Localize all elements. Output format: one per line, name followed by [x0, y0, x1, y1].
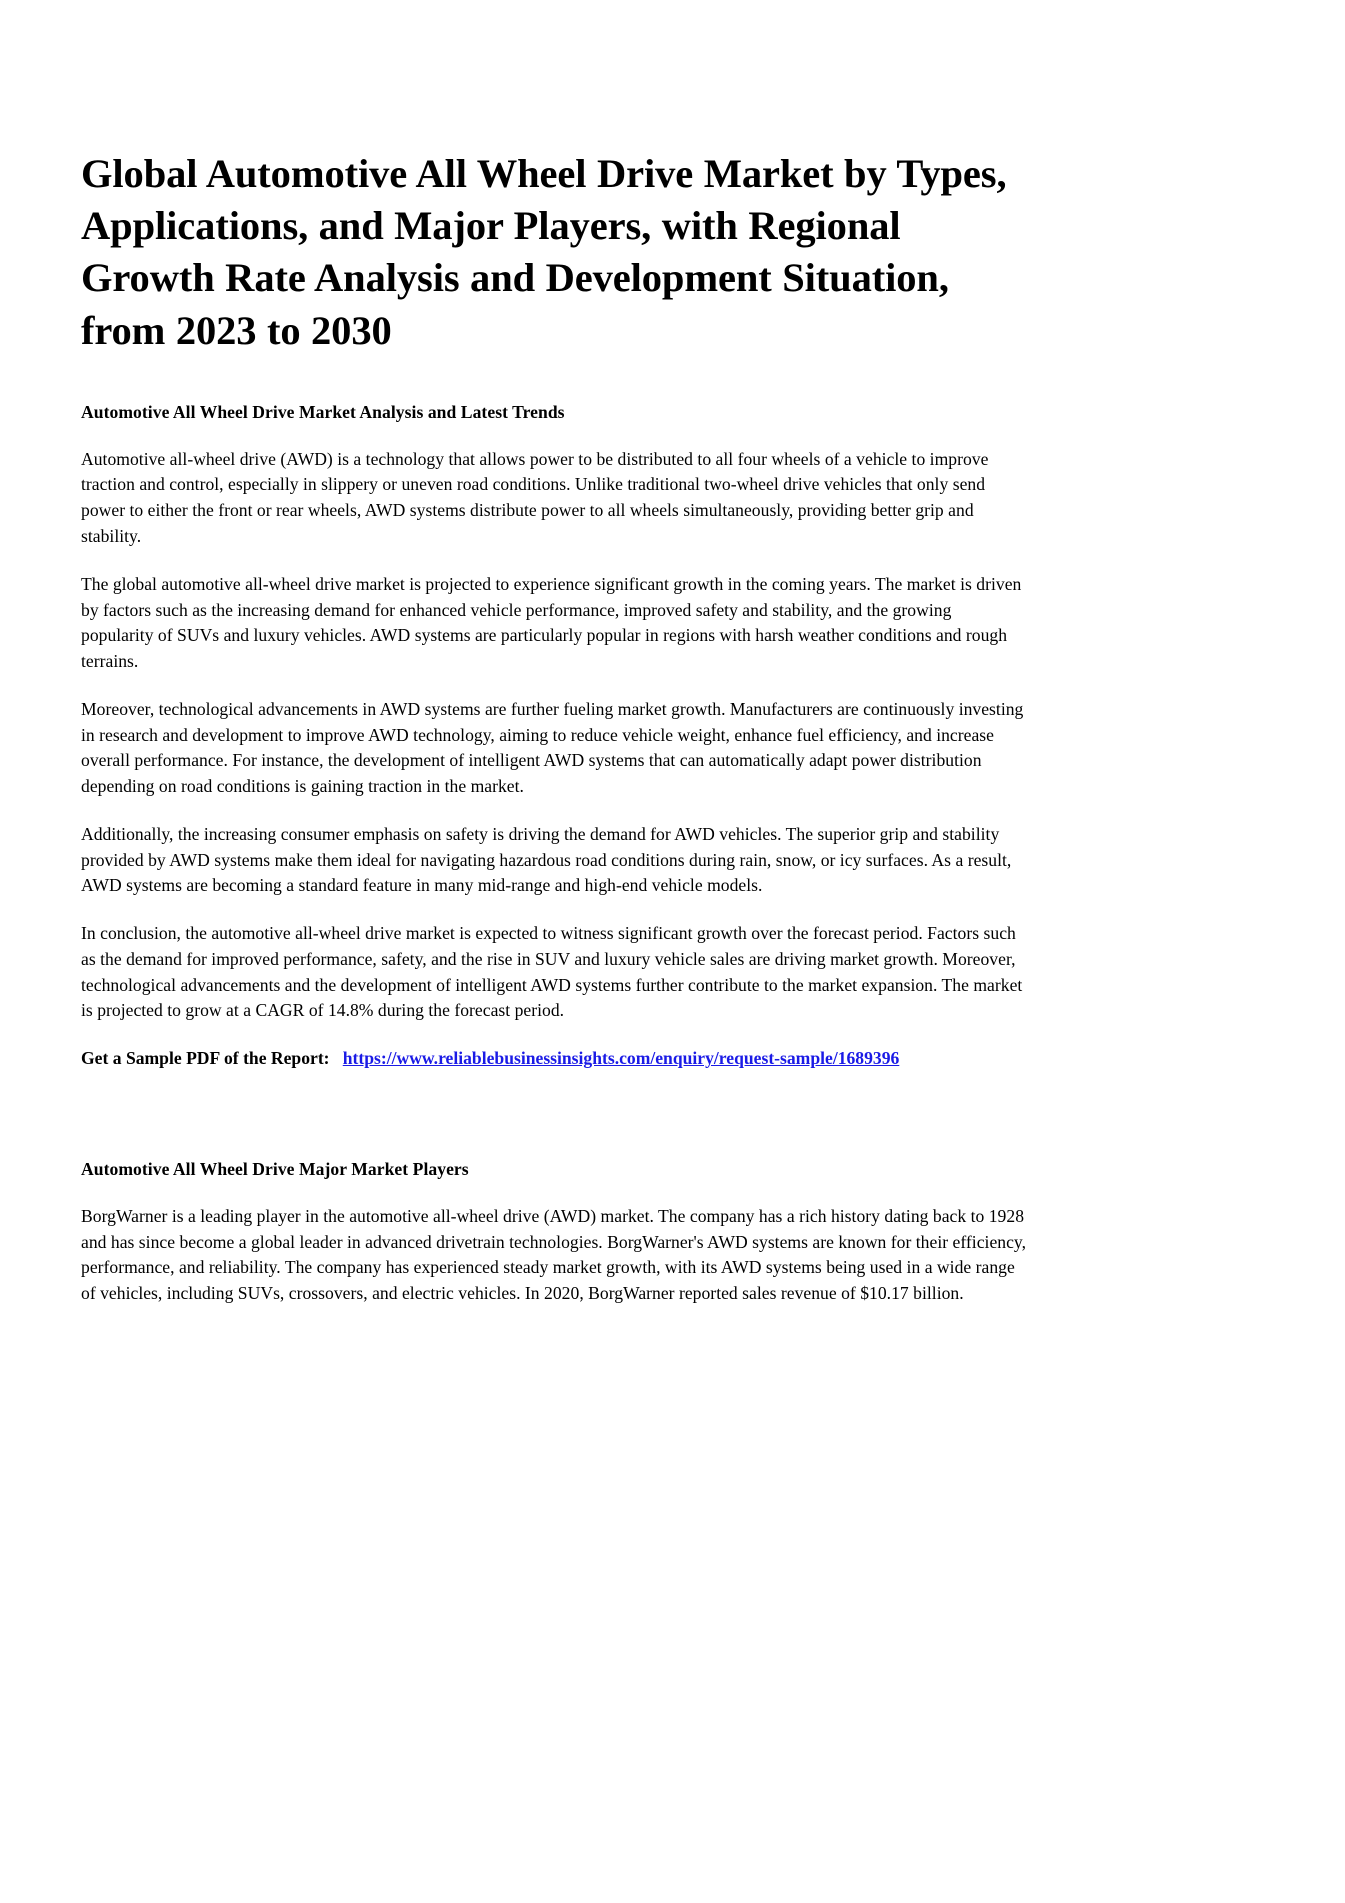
section-heading-players: Automotive All Wheel Drive Major Market Players — [81, 1159, 469, 1179]
paragraph-safety-demand: Additionally, the increasing consumer emphasis on safety is driving the demand for AWD vehicles. The superior grip and stability provided by AWD systems make them ideal for navigating hazardous road conditions during rain, snow, or icy surfaces. As a result, AWD systems are becoming a standard feature in many mid-range and high-end vehicle models. — [81, 823, 1012, 896]
sample-pdf-label: Get a Sample PDF of the Report: — [81, 1048, 330, 1069]
paragraph-technology-advancements: Moreover, technological advancements in AWD systems are further fueling market growth. Manufacturers are continuously investing in research and development to improve AWD technology, aiming to reduce vehicle weight, enhance fuel efficiency, and increase overall performance. For instance, the development of intelligent AWD systems that can automatically adapt power distribution depending on road conditions is gaining traction in the market. — [81, 698, 1024, 797]
sample-pdf-line — [81, 1046, 1027, 1072]
paragraph-awd-definition: Automotive all-wheel drive (AWD) is a technology that allows power to be distributed to all four wheels of a vehicle to improve traction and control, especially in slippery or uneven road conditions. Unlike traditional two-wheel drive vehicles that only send power to either the front or rear wheels, AWD systems distribute power to all wheels simultaneously, providing better grip and stability. — [81, 448, 989, 546]
paragraph-borgwarner: BorgWarner is a leading player in the automotive all-wheel drive (AWD) market. The company has a rich history dating back to 1928 and has since become a global leader in advanced drivetrain technologies. BorgWarner's AWD systems are known for their efficiency, performance, and reliability. The company has experienced steady market growth, with its AWD systems being used in a wide range of vehicles, including SUVs, crossovers, and electric vehicles. In 2020, BorgWarner reported sales revenue of $10.17 billion. — [81, 1205, 1027, 1304]
paragraph-conclusion: In conclusion, the automotive all-wheel drive market is expected to witness significant growth over the forecast period. Factors such as the demand for improved performance, safety, and the rise in SUV and luxury vehicle sales are driving market growth. Moreover, technological advancements and the development of intelligent AWD systems further contribute to the market expansion. The market is projected to grow at a CAGR of 14.8% during the forecast period. — [81, 923, 1023, 1021]
section-spacer — [81, 1094, 1027, 1158]
paragraph-market-growth: The global automotive all-wheel drive market is projected to experience significant growth in the coming years. The market is driven by factors such as the increasing demand for enhanced vehicle performance, improved safety and stability, and the growing popularity of SUVs and luxury vehicles. AWD systems are particularly popular in regions with harsh weather conditions and rough terrains. — [81, 573, 1022, 672]
sample-pdf-link[interactable]: https://www.reliablebusinessinsights.com/enquiry/request-sample/1689396 — [342, 1048, 900, 1069]
page-title: Global Automotive All Wheel Drive Market by Types, Applications, and Major Players, with Regional Growth Rate Analysis and Development Situation, from 2023 to 2030 — [81, 151, 1007, 353]
section-heading-trends: Automotive All Wheel Drive Market Analysis and Latest Trends — [81, 401, 565, 422]
